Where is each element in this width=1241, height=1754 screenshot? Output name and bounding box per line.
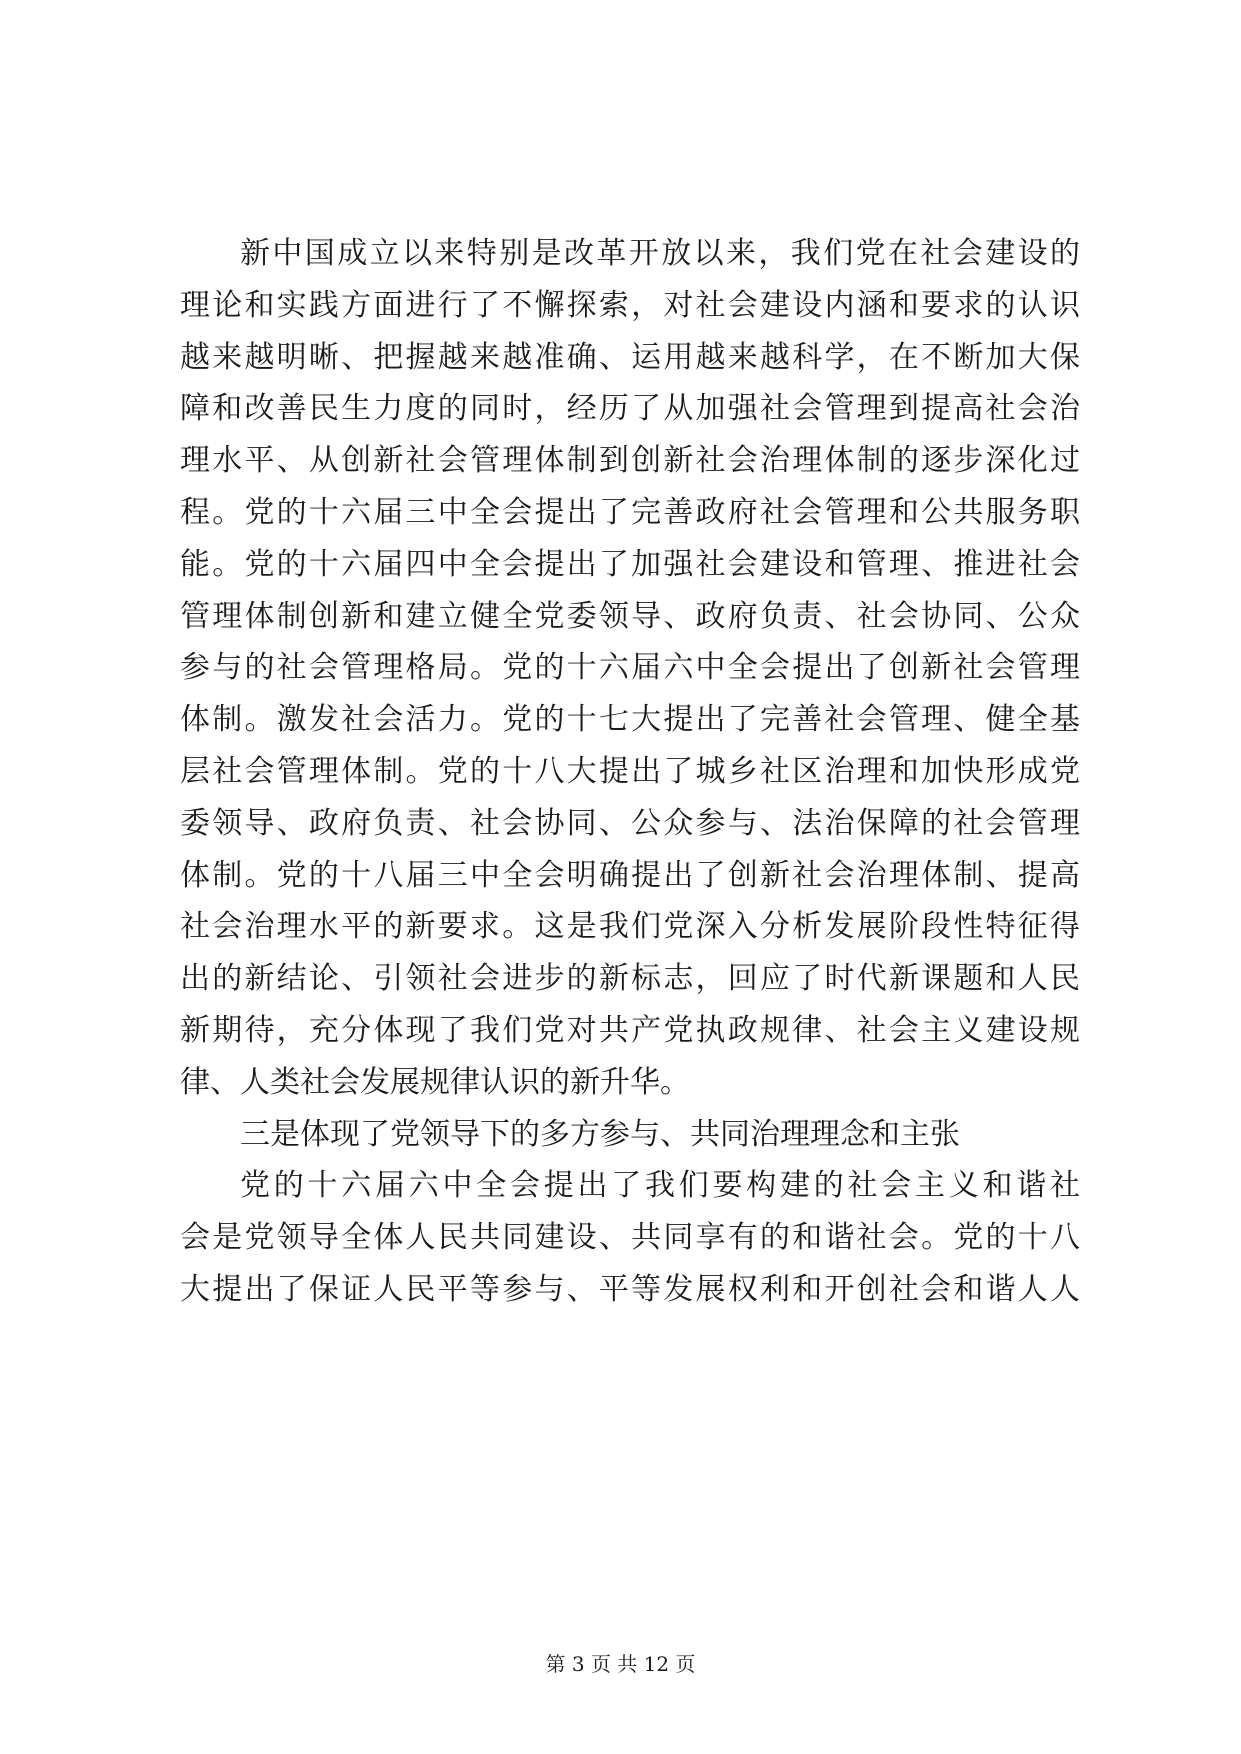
body-text bbox=[180, 228, 1080, 1316]
paragraph-line: 新期待，充分体现了我们党对共产党执政规律、社会主义建设规 bbox=[180, 1012, 1080, 1048]
paragraph-line: 党的十六届六中全会提出了我们要构建的社会主义和谐社 bbox=[240, 1168, 1080, 1204]
paragraph-line: 律、人类社会发展规律认识的新升华。 bbox=[180, 1064, 690, 1100]
paragraph-line: 理论和实践方面进行了不懈探索，对社会建设内涵和要求的认识 bbox=[180, 287, 1080, 323]
paragraph-line: 越来越明晰、把握越来越准确、运用越来越科学，在不断加大保 bbox=[180, 339, 1080, 375]
paragraph-line: 障和改善民生力度的同时，经历了从加强社会管理到提高社会治 bbox=[180, 391, 1080, 427]
paragraph-line: 委领导、政府负责、社会协同、公众参与、法治保障的社会管理 bbox=[180, 805, 1080, 841]
section-heading: 三是体现了党领导下的多方参与、共同治理理念和主张 bbox=[240, 1116, 960, 1152]
paragraph-line: 层社会管理体制。党的十八大提出了城乡社区治理和加快形成党 bbox=[180, 753, 1080, 789]
paragraph-line: 程。党的十六届三中全会提出了完善政府社会管理和公共服务职 bbox=[180, 494, 1080, 530]
paragraph-line: 体制。党的十八届三中全会明确提出了创新社会治理体制、提高 bbox=[180, 857, 1080, 893]
paragraph-line: 体制。激发社会活力。党的十七大提出了完善社会管理、健全基 bbox=[180, 702, 1080, 738]
paragraph-line: 出的新结论、引领社会进步的新标志，回应了时代新课题和人民 bbox=[180, 961, 1080, 997]
paragraph-line: 管理体制创新和建立健全党委领导、政府负责、社会协同、公众 bbox=[180, 598, 1080, 634]
paragraph-line: 参与的社会管理格局。党的十六届六中全会提出了创新社会管理 bbox=[180, 650, 1080, 686]
page-footer: 第 3 页 共 12 页 bbox=[545, 1652, 696, 1676]
paragraph-line: 社会治理水平的新要求。这是我们党深入分析发展阶段性特征得 bbox=[180, 909, 1080, 945]
paragraph-line: 理水平、从创新社会管理体制到创新社会治理体制的逐步深化过 bbox=[180, 443, 1080, 479]
paragraph-line: 能。党的十六届四中全会提出了加强社会建设和管理、推进社会 bbox=[180, 546, 1080, 582]
paragraph-line: 会是党领导全体人民共同建设、共同享有的和谐社会。党的十八 bbox=[180, 1220, 1080, 1256]
paragraph-line: 大提出了保证人民平等参与、平等发展权利和开创社会和谐人人 bbox=[180, 1271, 1080, 1307]
paragraph-line: 新中国成立以来特别是改革开放以来，我们党在社会建设的 bbox=[240, 236, 1080, 271]
